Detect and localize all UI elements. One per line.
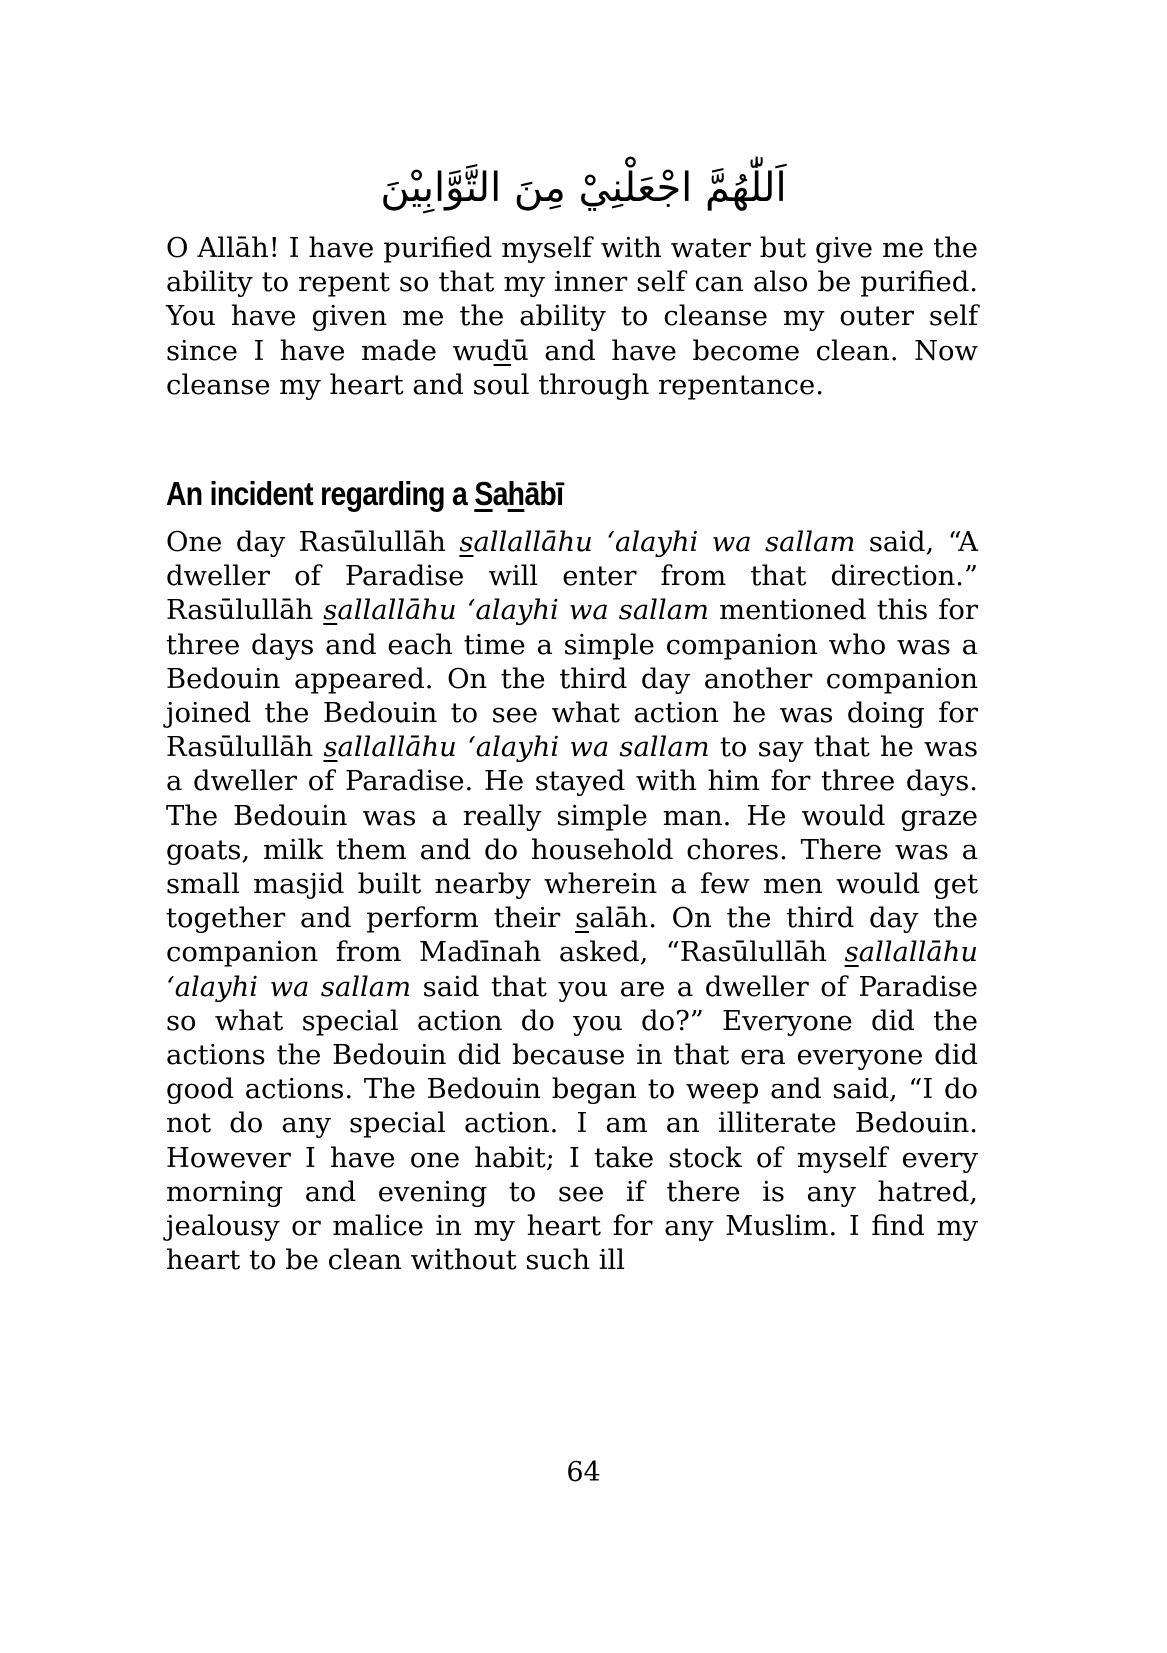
text-run: One day Rasūlullāh [166, 527, 460, 558]
text-run: to say that he was a dweller of Paradise. He stayed with him for three days. The Bedouin was a really simple man. He would graze goats, milk them and do household chores. There was a small masjid built nearby wherein a few men would get together and perform their [166, 732, 978, 935]
page-number: 64 [566, 1457, 601, 1488]
salutation-text: allallāhu ‘alayhi wa sallam [166, 937, 978, 1003]
section-heading [166, 472, 864, 516]
underlined-letter: s [459, 527, 474, 558]
incident-paragraph [166, 526, 978, 1278]
text-run: mentioned this for three days and each time a simple companion who was a Bedouin appeared. On the third day another companion joined the Bedouin to see what action he was doing for Rasūlullāh [166, 595, 978, 764]
text-run: . On the third day the companion from Madīnah asked, “Rasūlullāh [166, 903, 978, 969]
text-run: said, “A dweller of Paradise will enter from that direction.” Rasūlullāh [166, 527, 979, 627]
underlined-letter: S [474, 475, 493, 512]
salutation-text: allallāhu ‘alayhi wa sallam [337, 595, 709, 627]
heading-text: An incident regarding a [166, 475, 475, 512]
underlined-letter: d [493, 335, 512, 367]
salutation-text: allallāhu ‘alayhi wa sallam [473, 527, 856, 558]
underlined-letter: s [575, 903, 590, 935]
text-run: alāh [589, 903, 649, 935]
heading-text: ābī [524, 475, 564, 512]
underlined-letter: h [507, 475, 525, 512]
salutation [323, 595, 709, 626]
text-run: ū and have become clean. Now cleanse my heart and soul through repentance. [166, 335, 978, 401]
text-run: O Allāh! I have purified myself with water but give me the ability to repent so that my inner self can also be purified. You have given me the ability to cleanse my outer self since I have made wu [166, 233, 978, 367]
salutation [459, 527, 855, 558]
arabic-dua: اَللّٰهُمَّ اجْعَلْنِيْ مِنَ التَّوَّابِيْنَ [380, 165, 787, 211]
underlined-letter: s [323, 595, 338, 627]
underlined-letter: s [844, 937, 859, 969]
text-run: said that you are a dweller of Paradise so what special action do you do?” Everyone did the actions the Bedouin did because in that era everyone did good actions. The Bedouin began to weep and said, “I do not do any special action. I am an illiterate Bedouin. However I have one habit; I take stock of myself every morning and evening to see if there is any hatred, jealousy or malice in my heart for any Muslim. I find my heart to be clean without such ill [166, 971, 979, 1277]
heading-text: a [492, 475, 508, 512]
salutation-text: allallāhu ‘alayhi wa sallam [337, 732, 710, 764]
dua-translation-paragraph [166, 232, 978, 403]
salutation [323, 732, 709, 763]
underlined-letter: s [323, 732, 338, 764]
